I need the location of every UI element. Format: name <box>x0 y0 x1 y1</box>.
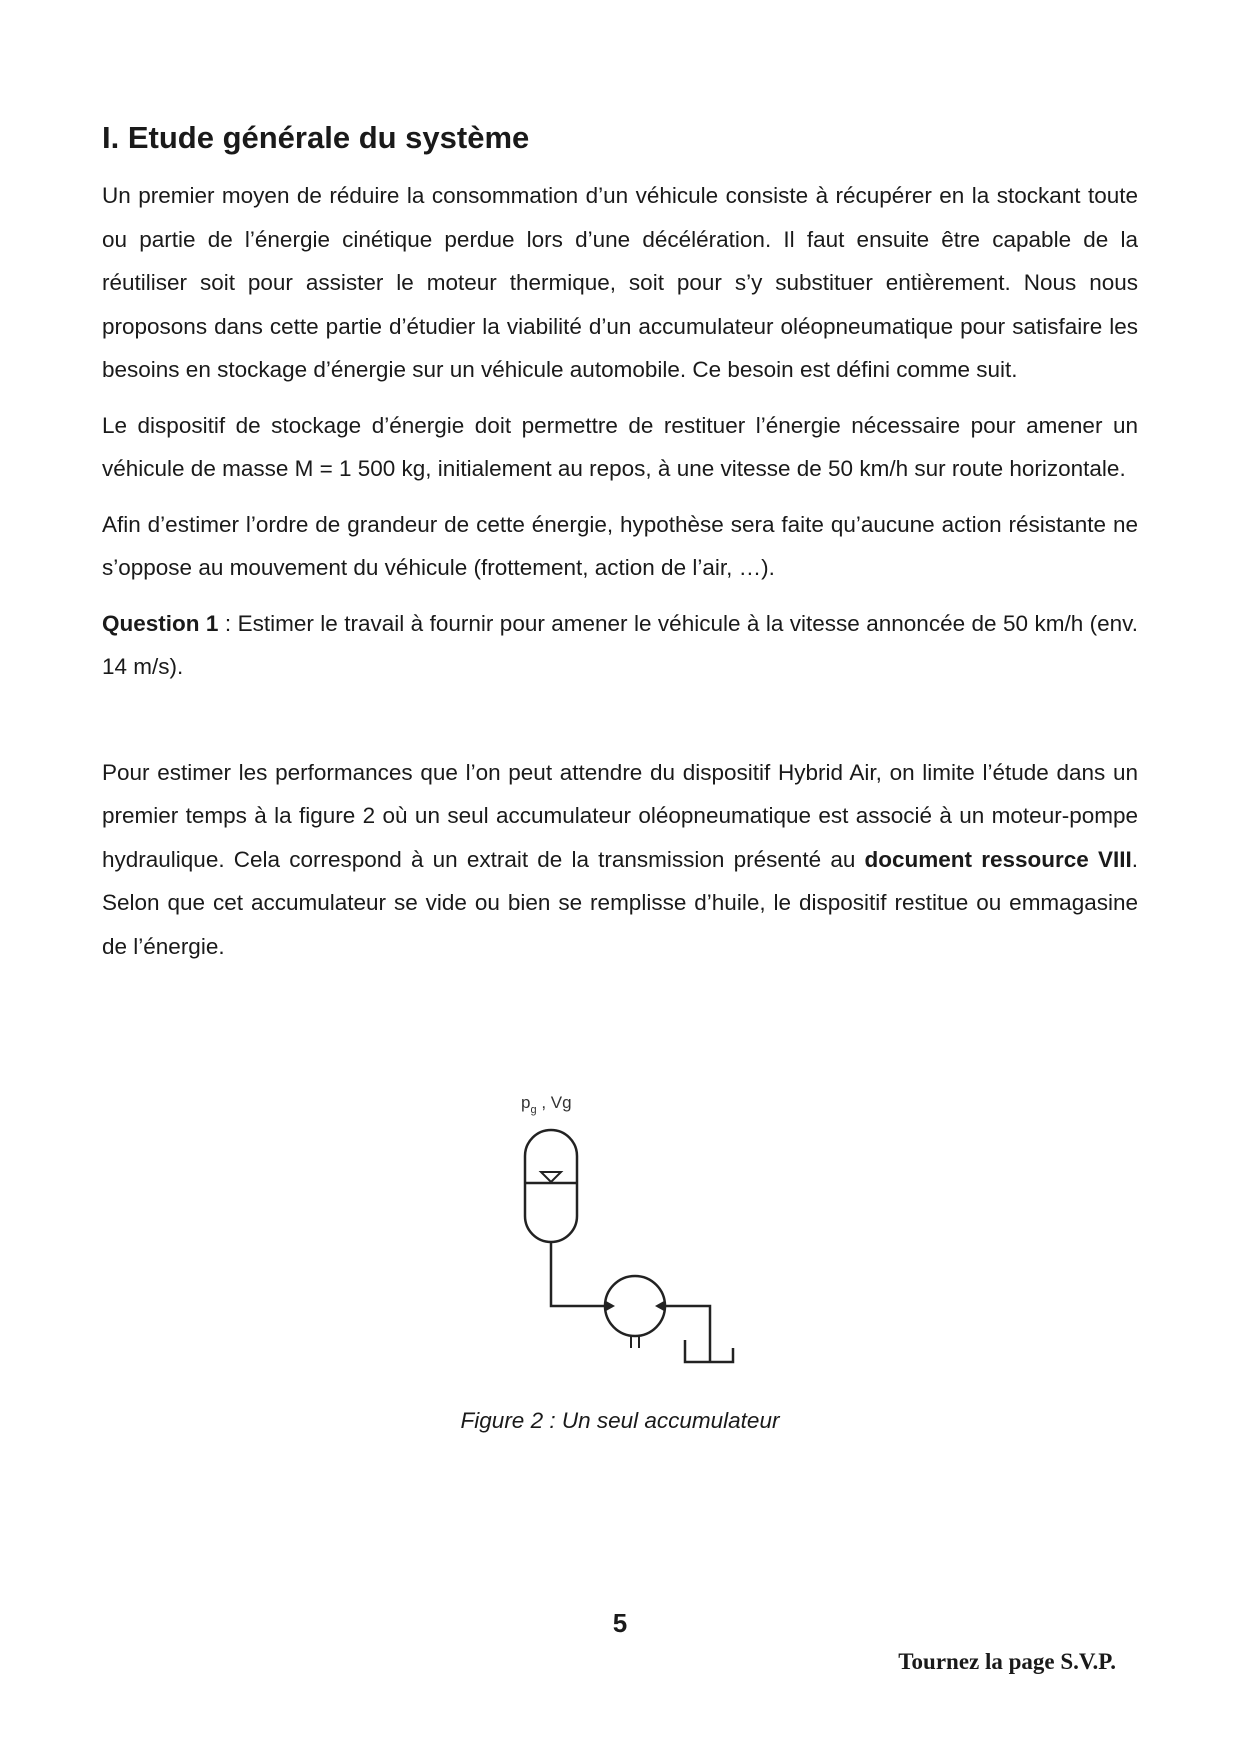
label-p: p <box>521 1093 531 1112</box>
question-1-label: Question 1 <box>102 610 219 636</box>
pump-arrow-right-icon <box>655 1301 664 1311</box>
document-reference: document ressource VIII <box>864 846 1132 872</box>
hydraulic-schematic <box>505 1086 765 1368</box>
paragraph-hypothesis: Afin d’estimer l’ordre de grandeur de cette énergie, hypothèse sera faite qu’aucune action résistante ne s’oppose au mouvement du véhicule (frottement, action de l’air, …). <box>102 511 1138 580</box>
paragraph-hybrid-air <box>102 751 1138 969</box>
label-sub-g: g <box>530 1104 537 1116</box>
figure-caption: Figure 2 : Un seul accumulateur <box>460 1408 780 1433</box>
accumulator-body <box>525 1130 577 1242</box>
pipe-accumulator-to-pump <box>551 1242 605 1306</box>
page-number: 5 <box>612 1608 628 1638</box>
question-1 <box>102 602 1138 689</box>
turn-page-note: Tournez la page S.V.P. <box>898 1649 1116 1674</box>
pressure-volume-label <box>521 1093 572 1116</box>
paragraph-requirement: Le dispositif de stockage d’énergie doit permettre de restituer l’énergie nécessaire pour amener un véhicule de masse M = 1 500 kg, initialement au repos, à une vitesse de 50 km/h sur route horizontale. <box>102 412 1138 481</box>
section-title: I. Etude générale du système <box>102 120 530 155</box>
gas-triangle-icon <box>541 1172 561 1182</box>
paragraph-intro: Un premier moyen de réduire la consommation d’un véhicule consiste à récupérer en la stockant toute ou partie de l’énergie cinétique perdue lors d’une décélération. Il faut ensuite être capable de la réutiliser soit pour assister le moteur thermique, soit pour s’y substituer entièrement. Nous nous proposons dans cette partie d’étudier la viabilité d’un accumulateur oléopneumatique pour satisfaire les besoins en stockage d’énergie sur un véhicule automobile. Ce besoin est défini comme suit. <box>102 183 1138 382</box>
paragraph-hybrid-air-start: Pour estimer les performances que l’on peut attendre du dispositif Hybrid Air, on limite l’étude dans un premier temps à la figure 2 où un seul accumulateur oléopneumatique est associé à un moteur-pompe hydraulique. Cela correspond à un extrait de la transmission présenté au <box>102 759 1138 872</box>
label-vg: , Vg <box>536 1093 572 1112</box>
main-content <box>102 116 1138 980</box>
paragraph-hybrid-air-end: . Selon que cet accumulateur se vide ou bien se remplisse d’huile, le dispositif restitue ou emmagasine de l’énergie. <box>102 846 1138 959</box>
pipe-pump-to-tank <box>665 1306 710 1362</box>
hydraulic-schematic-figure <box>505 1086 765 1368</box>
pump-arrow-left-icon <box>606 1301 615 1311</box>
question-1-text: : Estimer le travail à fournir pour amener le véhicule à la vitesse annoncée de 50 km/h (env. 14 m/s). <box>102 610 1138 679</box>
